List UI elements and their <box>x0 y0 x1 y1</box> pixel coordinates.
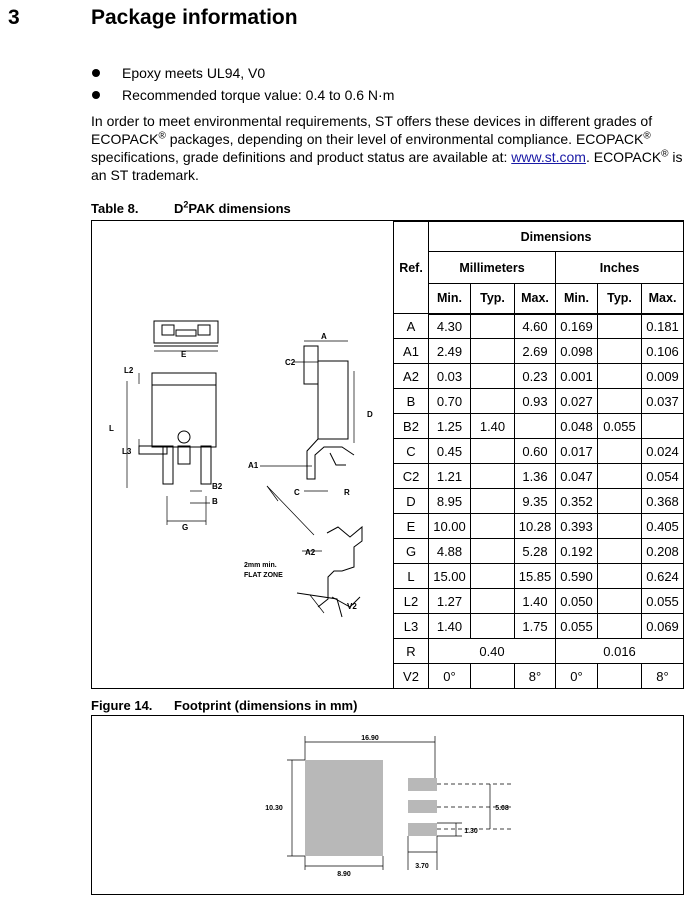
table-row <box>394 539 684 564</box>
dim-label-l2: L2 <box>124 366 134 375</box>
header-in-min: Min. <box>556 284 598 314</box>
in-typ-cell <box>598 339 642 364</box>
in-min-cell: 0.050 <box>556 589 598 614</box>
header-millimeters: Millimeters <box>429 252 556 284</box>
dim-label-c: C <box>294 488 300 497</box>
dimensions-table <box>393 221 684 689</box>
in-max-cell: 8° <box>642 664 684 689</box>
in-min-cell: 0.047 <box>556 464 598 489</box>
dim-label-g: G <box>182 523 189 532</box>
in-min-cell: 0.169 <box>556 314 598 339</box>
ref-cell: E <box>394 514 429 539</box>
in-max-cell: 0.054 <box>642 464 684 489</box>
ref-cell: C2 <box>394 464 429 489</box>
dim-label-c2: C2 <box>285 358 296 367</box>
ref-cell: C <box>394 439 429 464</box>
in-max-cell: 0.181 <box>642 314 684 339</box>
in-typ-cell: 0.055 <box>598 414 642 439</box>
dim-label-l3: L3 <box>122 447 132 456</box>
table-row <box>394 314 684 339</box>
mm-min-cell: 2.49 <box>429 339 471 364</box>
in-typ-cell <box>598 489 642 514</box>
mm-min-cell: 0.70 <box>429 389 471 414</box>
dim-label-r: R <box>344 488 350 497</box>
d2pak-drawing <box>92 221 392 688</box>
dim-label-e: E <box>181 350 187 359</box>
fp-dim-pad-width: 8.90 <box>337 871 351 878</box>
in-min-cell: 0.393 <box>556 514 598 539</box>
mm-min-cell: 1.21 <box>429 464 471 489</box>
table-row <box>394 464 684 489</box>
ref-cell: L2 <box>394 589 429 614</box>
in-typ-cell <box>598 364 642 389</box>
fp-dim-lead-height: 1.30 <box>464 828 478 835</box>
table-row <box>394 614 684 639</box>
mm-typ-cell <box>471 539 515 564</box>
mm-typ-cell <box>471 314 515 339</box>
table-row <box>394 489 684 514</box>
mm-min-cell: 1.25 <box>429 414 471 439</box>
in-typ-cell: 0.016 <box>556 639 684 664</box>
mm-max-cell: 10.28 <box>515 514 556 539</box>
mm-max-cell: 1.40 <box>515 589 556 614</box>
in-max-cell: 0.624 <box>642 564 684 589</box>
header-mm-max: Max. <box>515 284 556 314</box>
header-mm-typ: Typ. <box>471 284 515 314</box>
ref-cell: L <box>394 564 429 589</box>
table-row <box>394 514 684 539</box>
table-row <box>394 639 684 664</box>
mm-max-cell: 1.75 <box>515 614 556 639</box>
dim-label-d: D <box>367 410 373 419</box>
in-typ-cell <box>598 389 642 414</box>
mm-min-cell: 0° <box>429 664 471 689</box>
in-typ-cell <box>598 564 642 589</box>
mm-max-cell: 0.60 <box>515 439 556 464</box>
bullet-item: Epoxy meets UL94, V0 <box>91 62 394 84</box>
in-typ-cell <box>598 439 642 464</box>
mm-min-cell: 4.30 <box>429 314 471 339</box>
in-min-cell: 0.027 <box>556 389 598 414</box>
mm-typ-cell: 1.40 <box>471 414 515 439</box>
mm-typ-cell <box>471 389 515 414</box>
mm-max-cell: 0.93 <box>515 389 556 414</box>
mm-max-cell: 2.69 <box>515 339 556 364</box>
mm-typ-cell <box>471 364 515 389</box>
ref-cell: B <box>394 389 429 414</box>
mm-typ-cell <box>471 564 515 589</box>
mm-max-cell: 15.85 <box>515 564 556 589</box>
in-max-cell: 0.208 <box>642 539 684 564</box>
mm-min-cell: 1.40 <box>429 614 471 639</box>
table-row <box>394 414 684 439</box>
dim-label-a2: A2 <box>305 548 316 557</box>
mm-max-cell: 8° <box>515 664 556 689</box>
dim-label-v2: V2 <box>347 602 357 611</box>
in-max-cell: 0.024 <box>642 439 684 464</box>
in-max-cell <box>642 414 684 439</box>
mm-min-cell: 1.27 <box>429 589 471 614</box>
ref-cell: L3 <box>394 614 429 639</box>
mm-min-cell: 0.45 <box>429 439 471 464</box>
mm-typ-cell <box>471 339 515 364</box>
table-row <box>394 589 684 614</box>
table-row <box>394 389 684 414</box>
in-min-cell: 0.352 <box>556 489 598 514</box>
figure14-title: Footprint (dimensions in mm) <box>174 698 358 713</box>
mm-max-cell: 1.36 <box>515 464 556 489</box>
in-min-cell: 0.055 <box>556 614 598 639</box>
in-typ-cell <box>598 664 642 689</box>
in-typ-cell <box>598 464 642 489</box>
footprint-drawing <box>250 730 540 880</box>
table-row <box>394 339 684 364</box>
header-in-typ: Typ. <box>598 284 642 314</box>
mm-min-cell: 15.00 <box>429 564 471 589</box>
table8-caption <box>91 201 291 216</box>
dim-label-a: A <box>321 332 327 341</box>
table-row <box>394 564 684 589</box>
in-typ-cell <box>598 539 642 564</box>
bullet-list <box>91 62 394 106</box>
in-max-cell: 0.009 <box>642 364 684 389</box>
mm-max-cell: 0.23 <box>515 364 556 389</box>
in-typ-cell <box>598 589 642 614</box>
mm-min-cell: 10.00 <box>429 514 471 539</box>
mm-typ-cell: 0.40 <box>429 639 556 664</box>
flat-zone-line1: 2mm min. <box>244 562 277 569</box>
ref-cell: A1 <box>394 339 429 364</box>
dim-label-l: L <box>109 424 114 433</box>
ref-cell: R <box>394 639 429 664</box>
table-row <box>394 664 684 689</box>
in-max-cell: 0.106 <box>642 339 684 364</box>
header-dimensions: Dimensions <box>429 222 684 252</box>
mm-max-cell: 9.35 <box>515 489 556 514</box>
figure14-label: Figure 14. <box>91 698 153 713</box>
in-min-cell: 0.017 <box>556 439 598 464</box>
dim-label-b: B <box>212 497 218 506</box>
in-min-cell: 0.001 <box>556 364 598 389</box>
bullet-item: Recommended torque value: 0.4 to 0.6 N·m <box>91 84 394 106</box>
ref-cell: D <box>394 489 429 514</box>
flat-zone-line2: FLAT ZONE <box>244 572 283 579</box>
header-ref: Ref. <box>394 222 429 314</box>
ecopack-paragraph: In order to meet environmental requirements, ST offers these devices in different grades of ECOPACK® packages, depending on their level of environmental compliance. ECOPACK® specifications, grade definitions and product status are available at: www.st.com. ECOPACK® is an ST trademark. <box>91 113 683 183</box>
fp-dim-lead-width: 3.70 <box>415 863 429 870</box>
mm-min-cell: 0.03 <box>429 364 471 389</box>
dim-label-b2: B2 <box>212 482 223 491</box>
table8-title: $D^2PAK$ dimensions <box>174 199 291 216</box>
mm-min-cell: 4.88 <box>429 539 471 564</box>
fp-dim-pitch: 5.08 <box>495 805 509 812</box>
section-number: 3 <box>8 6 20 29</box>
ref-cell: V2 <box>394 664 429 689</box>
mm-typ-cell <box>471 589 515 614</box>
dim-label-a1: A1 <box>248 461 259 470</box>
ref-cell: A <box>394 314 429 339</box>
mm-max-cell <box>515 414 556 439</box>
in-max-cell: 0.055 <box>642 589 684 614</box>
in-typ-cell <box>598 614 642 639</box>
header-mm-min: Min. <box>429 284 471 314</box>
in-min-cell: 0.098 <box>556 339 598 364</box>
mm-min-cell: 8.95 <box>429 489 471 514</box>
table8-label: Table 8. <box>91 201 139 216</box>
mm-typ-cell <box>471 439 515 464</box>
st-website-link[interactable]: www.st.com <box>511 149 586 165</box>
fp-dim-total-width: 16.90 <box>361 735 379 742</box>
mm-typ-cell <box>471 464 515 489</box>
in-min-cell: 0° <box>556 664 598 689</box>
table-row <box>394 364 684 389</box>
in-typ-cell <box>598 514 642 539</box>
figure14-caption <box>91 698 357 713</box>
header-in-max: Max. <box>642 284 684 314</box>
mm-typ-cell <box>471 514 515 539</box>
mm-typ-cell <box>471 489 515 514</box>
section-title: Package information <box>91 6 298 29</box>
in-max-cell: 0.037 <box>642 389 684 414</box>
in-min-cell: 0.192 <box>556 539 598 564</box>
ref-cell: G <box>394 539 429 564</box>
ref-cell: A2 <box>394 364 429 389</box>
fp-dim-pad-height: 10.30 <box>265 805 283 812</box>
header-inches: Inches <box>556 252 684 284</box>
in-max-cell: 0.368 <box>642 489 684 514</box>
mm-typ-cell <box>471 664 515 689</box>
in-max-cell: 0.405 <box>642 514 684 539</box>
mm-max-cell: 5.28 <box>515 539 556 564</box>
mm-max-cell: 4.60 <box>515 314 556 339</box>
ref-cell: B2 <box>394 414 429 439</box>
in-max-cell: 0.069 <box>642 614 684 639</box>
mm-typ-cell <box>471 614 515 639</box>
in-typ-cell <box>598 314 642 339</box>
in-min-cell: 0.048 <box>556 414 598 439</box>
in-min-cell: 0.590 <box>556 564 598 589</box>
table-row <box>394 439 684 464</box>
